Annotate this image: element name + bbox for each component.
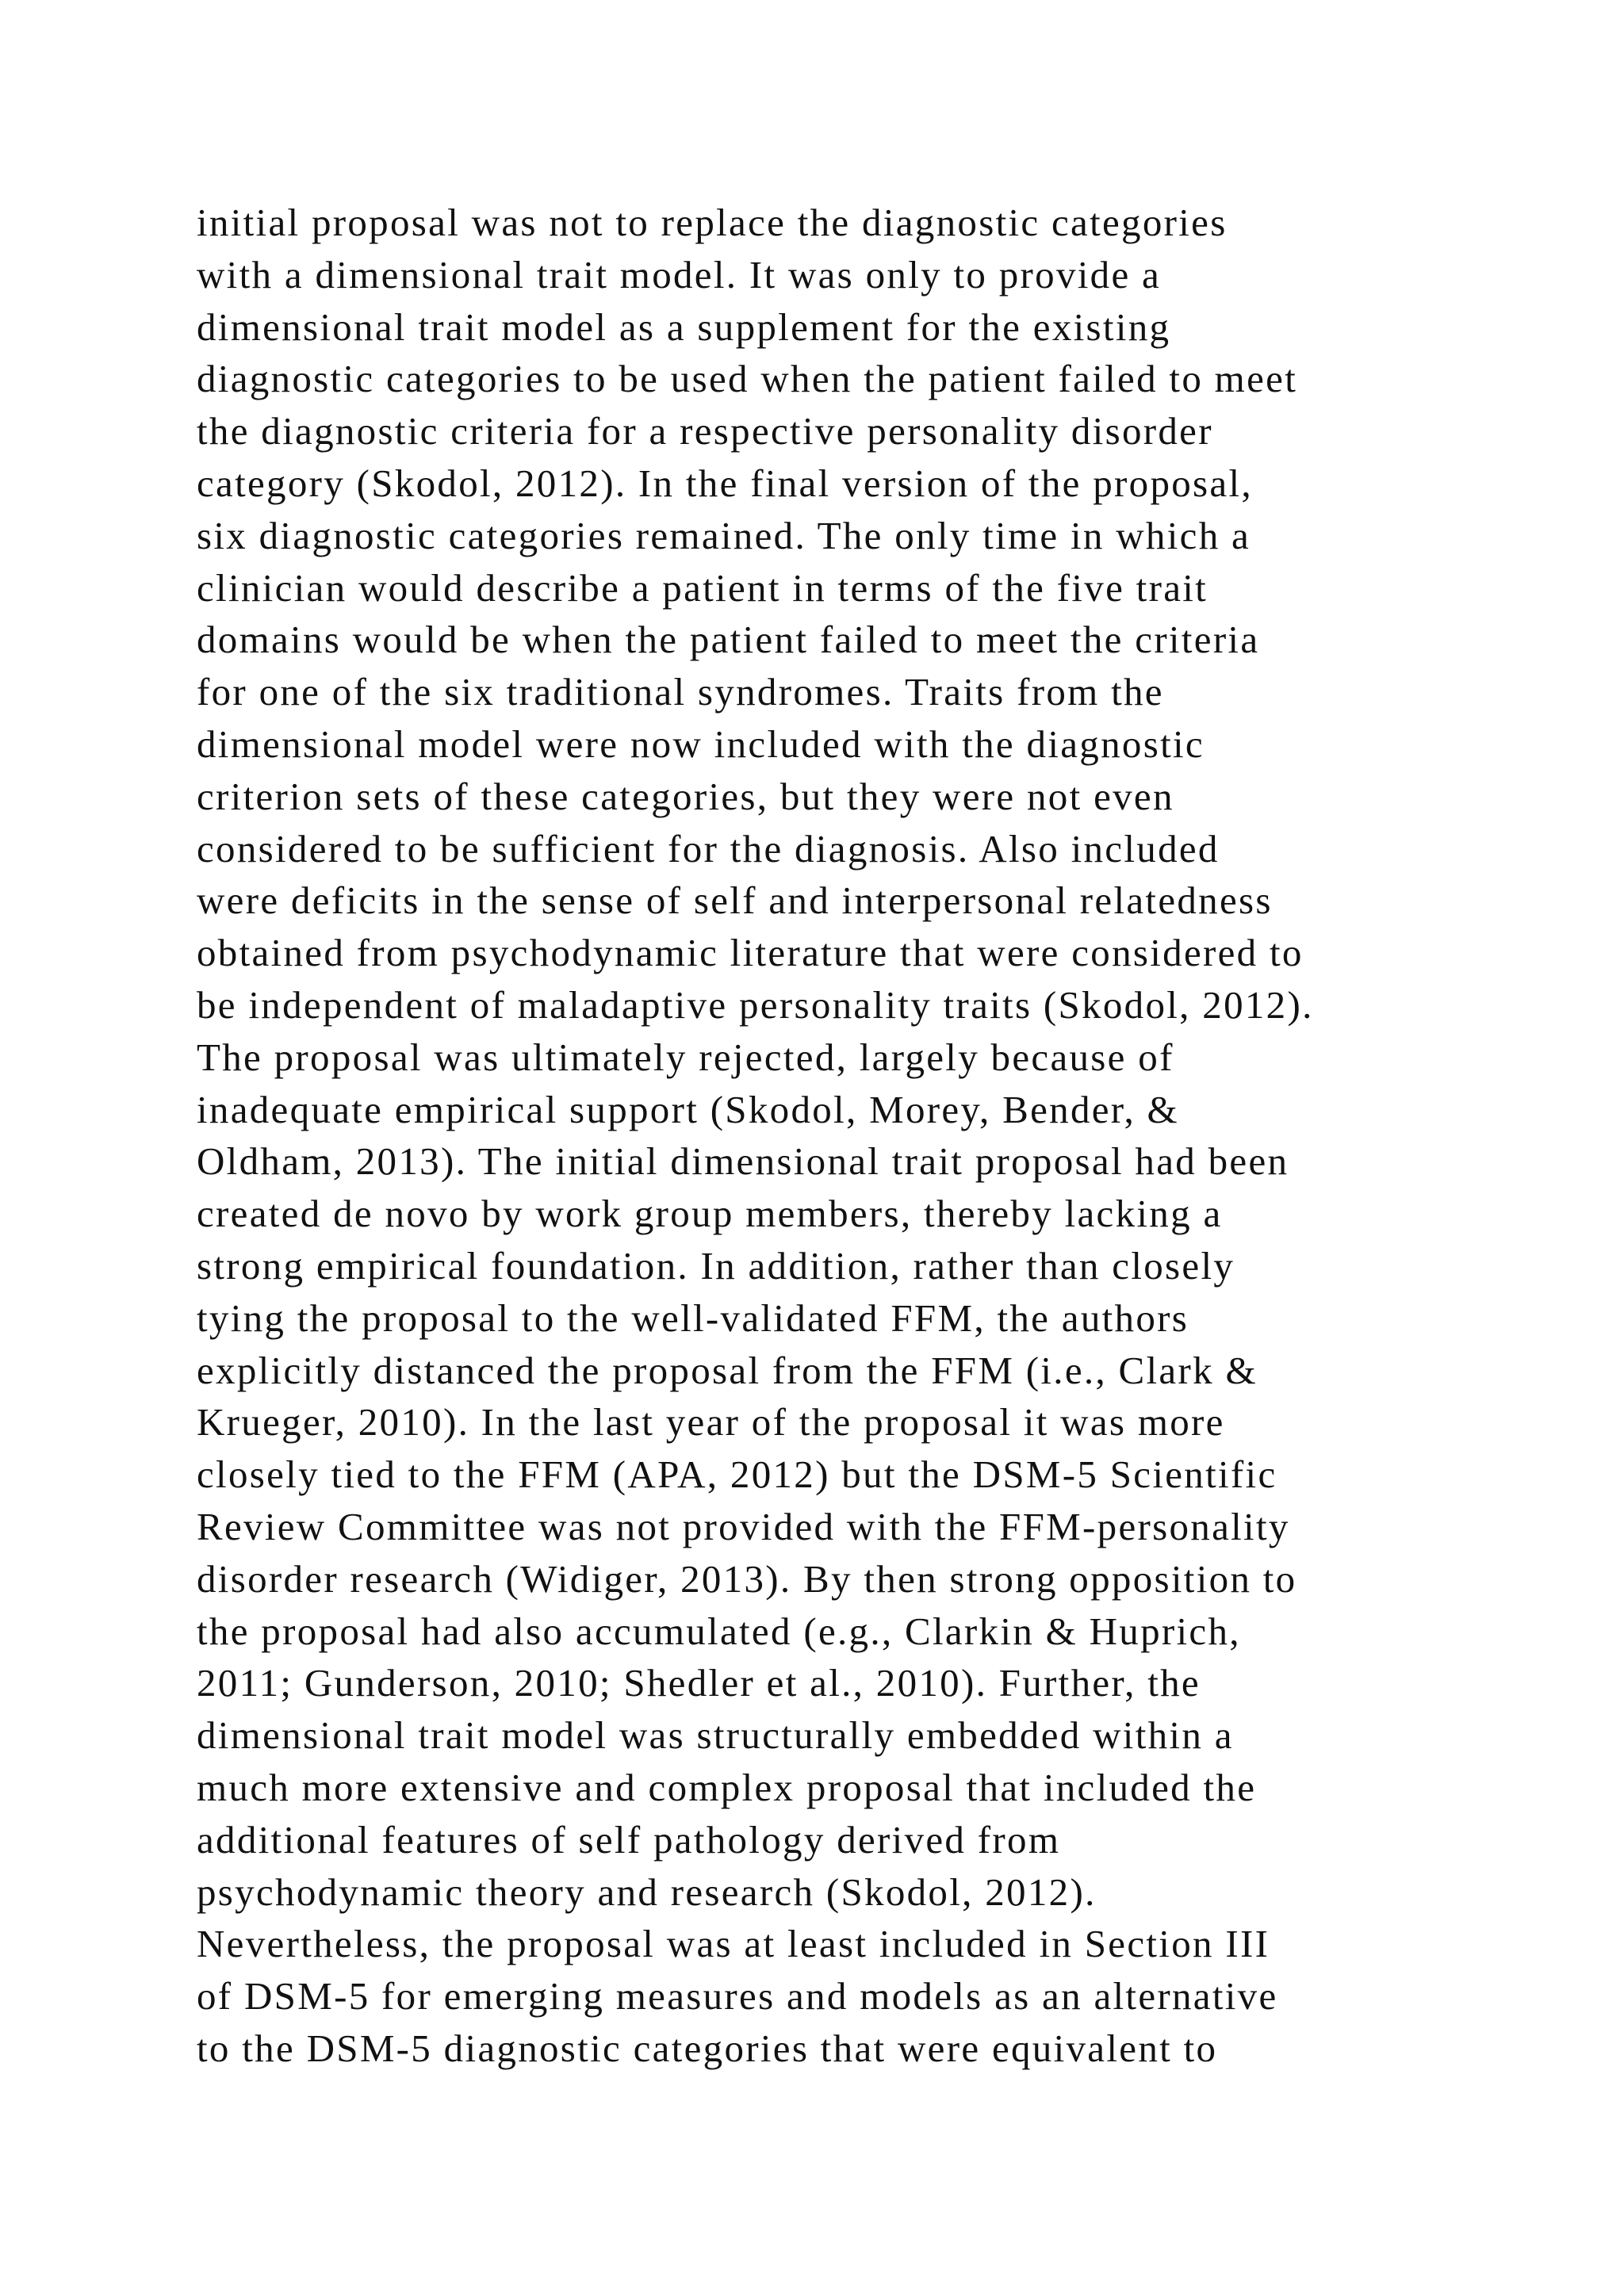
text-line: to the DSM-5 diagnostic categories that were equivalent to <box>197 2026 1218 2070</box>
text-line: Oldham, 2013). The initial dimensional trait proposal had been <box>197 1139 1289 1184</box>
text-line: Review Committee was not provided with the FFM-personality <box>197 1504 1290 1548</box>
text-line: six diagnostic categories remained. The only time in which a <box>197 513 1251 557</box>
text-line: closely tied to the FFM (APA, 2012) but the DSM-5 Scientific <box>197 1452 1277 1497</box>
text-line: the proposal had also accumulated (e.g., Clarkin & Huprich, <box>197 1609 1241 1653</box>
text-line: clinician would describe a patient in terms of the five trait <box>197 565 1208 610</box>
text-line: criterion sets of these categories, but they were not even <box>197 774 1174 818</box>
text-line: were deficits in the sense of self and interpersonal relatedness <box>197 878 1273 923</box>
text-line: explicitly distanced the proposal from the FFM (i.e., Clark & <box>197 1348 1258 1392</box>
text-line: 2011; Gunderson, 2010; Shedler et al., 2010). Further, the <box>197 1661 1201 1705</box>
text-line: diagnostic categories to be used when the patient failed to meet <box>197 357 1298 401</box>
text-line: tying the proposal to the well-validated FFM, the authors <box>197 1295 1189 1340</box>
text-line: inadequate empirical support (Skodol, Morey, Bender, & <box>197 1087 1179 1131</box>
text-line: dimensional model were now included with the diagnostic <box>197 721 1205 766</box>
text-line: psychodynamic theory and research (Skodol, 2012). <box>197 1869 1097 1914</box>
text-line: strong empirical foundation. In addition, rather than closely <box>197 1243 1235 1288</box>
text-line: domains would be when the patient failed to meet the criteria <box>197 618 1260 662</box>
text-line: considered to be sufficient for the diagnosis. Also included <box>197 826 1220 871</box>
text-line: initial proposal was not to replace the diagnostic categories <box>197 201 1228 244</box>
text-line: much more extensive and complex proposal that included the <box>197 1765 1257 1809</box>
text-line: disorder research (Widiger, 2013). By then strong opposition to <box>197 1556 1297 1601</box>
text-line: of DSM-5 for emerging measures and models as an alternative <box>197 1974 1278 2019</box>
text-line: obtained from psychodynamic literature that were considered to <box>197 931 1304 975</box>
text-line: the diagnostic criteria for a respective personality disorder <box>197 409 1213 453</box>
text-line: for one of the six traditional syndromes. Traits from the <box>197 670 1164 714</box>
text-line: additional features of self pathology derived from <box>197 1817 1061 1862</box>
text-line: dimensional trait model was structurally embedded within a <box>197 1713 1234 1758</box>
body-text <box>197 197 1481 2075</box>
text-line: Nevertheless, the proposal was at least included in Section III <box>197 1922 1270 1966</box>
text-line: Krueger, 2010). In the last year of the proposal it was more <box>197 1400 1225 1445</box>
text-line: category (Skodol, 2012). In the final version of the proposal, <box>197 461 1253 505</box>
text-line: dimensional trait model as a supplement for the existing <box>197 304 1171 349</box>
text-line: with a dimensional trait model. It was only to provide a <box>197 252 1162 297</box>
text-line: be independent of maladaptive personality traits (Skodol, 2012). <box>197 982 1314 1027</box>
text-line: The proposal was ultimately rejected, largely because of <box>197 1035 1174 1079</box>
text-line: created de novo by work group members, thereby lacking a <box>197 1192 1223 1236</box>
